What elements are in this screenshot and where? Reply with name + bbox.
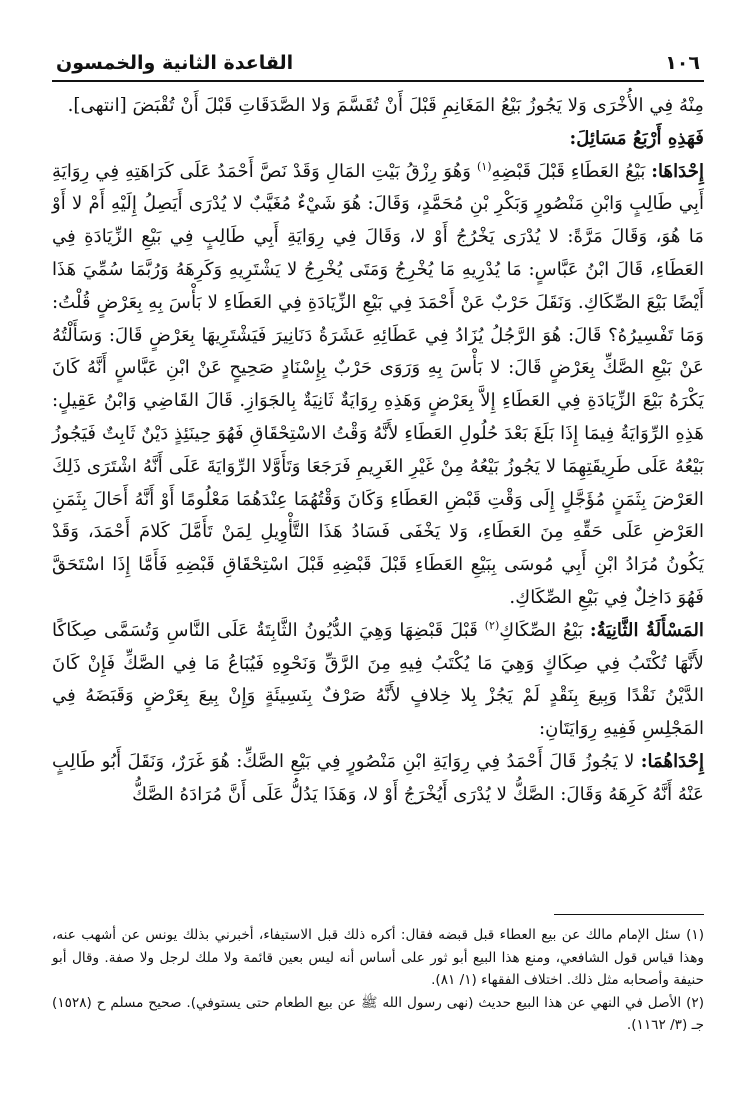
issue-label: إِحْدَاهُمَا:: [640, 750, 704, 772]
paragraph-text: بَيْعُ الصِّكَاكِ: [499, 619, 590, 641]
paragraph: مِنْهُ فِي الأُخْرَى وَلا يَجُوزُ بَيْعُ المَغَانِمِ قَبْلَ أَنْ تُقَسَّمَ وَلا الصَّدَقَاتِ قَبْلَ أَنْ تُقْبَضَ [انتهى].: [67, 95, 704, 116]
issue-label: إِحْدَاهَا:: [651, 160, 705, 182]
header-rule: [52, 80, 704, 82]
page-number: ١٠٦: [665, 52, 700, 74]
footnote: (١) سئل الإمام مالك عن بيع العطاء قبل قبضه فقال: أكره ذلك قبل الاستيفاء، أخبرني بذلك يونس عن أشهب عنه، وهذا قياس قول الشافعي، ومنع هذا البيع أبو ثور على أساس أنه ليس بعين قائمة ولا ملك لرجل ولا صفة. وقال أبو حنيفة وأصحابه مثل ذلك. اختلاف الفقهاء (١/ ٨١).: [52, 927, 704, 989]
paragraph-text: لا يَجُوزُ قَالَ أَحْمَدُ فِي رِوَايَةِ ابْنِ مَنْصُورٍ فِي بَيْعِ الصَّكِّ: هُوَ غَرَرٌ، وَنَقَلَ أَبُو طَالِبٍ عَنْهُ أَنَّهُ كَرِهَهُ وَقَالَ: الصَّكُّ لا يُدْرَى أَيُخْرَجُ أَوْ لا، وَهَذَا يَدُلُّ عَلَى أَنَّ مُرَادَهُ الصَّكُّ: [52, 750, 704, 805]
page-header: [52, 52, 704, 80]
section-heading: فَهَذِهِ أَرْبَعُ مَسَائِلَ:: [569, 127, 704, 149]
footnotes: [52, 924, 704, 1037]
running-title: القاعدة الثانية والخمسون: [56, 52, 294, 74]
paragraph: [52, 746, 704, 812]
footnote-separator: [554, 914, 704, 915]
footnote: (٢) الأصل في النهي عن هذا البيع حديث (نهى رسول الله ﷺ عن بيع الطعام حتى يستوفي). صحيح مسلم ح (١٥٢٨) جـ (٣/ ١١٦٢).: [52, 994, 704, 1034]
footnote-ref[interactable]: (٢): [484, 618, 500, 632]
main-text: [52, 90, 704, 812]
paragraph-text: قَبْلَ قَبْضِهَا وَهِيَ الدُّيُونُ الثَّابِتَةُ عَلَى النَّاسِ وَتُسَمَّى صِكَاكًا لأَنَّهَا تُكْتَبُ فِي صِكَاكٍ وَهِيَ مَا يُكْتَبُ فِيهِ مِنَ الرَّقِّ وَنَحْوِهِ فَيُبَاعُ مَا فِي الصَّكِّ فَإِنْ كَانَ الدَّيْنُ نَقْدًا وَبِيعَ بِنَقْدٍ لَمْ يَجُزْ بِلا خِلافٍ لأَنَّهُ صَرْفٌ بِنَسِيئَةٍ وَإِنْ بِيعَ بِعَرْضٍ وَقَبَضَهُ فِي المَجْلِسِ فَفِيهِ رِوَايَتَانِ:: [52, 619, 704, 740]
paragraph-text: بَيْعُ العَطَاءِ قَبْلَ قَبْضِهِ: [491, 160, 652, 182]
paragraph: [52, 156, 704, 615]
paragraph: [52, 615, 704, 746]
footnote-ref[interactable]: (١): [476, 159, 492, 173]
issue-label: المَسْأَلَةُ الثَّانِيَةُ:: [589, 619, 704, 641]
page: [52, 52, 705, 1034]
paragraph-text: وَهُوَ رِزْقُ بَيْتِ المَالِ وَقَدْ نَصَّ أَحْمَدُ عَلَى كَرَاهَتِهِ فِي رِوَايَةِ أَبِي طَالِبٍ وَابْنِ مَنْصُورٍ وَبَكْرِ بْنِ مُحَمَّدٍ، وَقَالَ: هُوَ شَيْءٌ مُغَيَّبٌ لا يُدْرَى أَيَصِلُ إِلَيْهِ أَمْ لا أَوْ مَا هُوَ، وَقَالَ مَرَّةً: لا يُدْرَى يَخْرُجُ أَوْ لا، وَقَالَ فِي رِوَايَةِ أَبِي طَالِبٍ فِي بَيْعِ الزِّيَادَةِ فِي العَطَاءِ، قَالَ ابْنُ عَبَّاسٍ: مَا يُدْرِيهِ مَا يُخْرِجُ وَمَتَى يُخْرِجُ لا يَشْتَرِيهِ وَكَرِهَهُ وَرُبَّمَا سُمِّيَ هَذَا أَيْضًا بَيْعَ الصِّكَاكِ. وَنَقَلَ حَرْبٌ عَنْ أَحْمَدَ فِي بَيْعِ الزِّيَادَةِ فِي العَطَاءِ لا بَأْسَ بِهِ بِعَرْضٍ قُلْتُ: وَمَا تَفْسِيرُهُ؟ قَالَ: هُوَ الرَّجُلُ يُزَادُ فِي عَطَائِهِ عَشَرَةُ دَنَانِيرَ فَيَشْتَرِيهَا بِعَرْضٍ قَالَ: وَسَأَلْتُهُ عَنْ بَيْعِ الصَّكِّ بِعَرْضٍ قَالَ: لا بَأْسَ بِهِ وَرَوَى حَرْبٌ بِإِسْنَادٍ صَحِيحٍ عَنْ ابْنِ عَبَّاسٍ أَنَّهُ كَانَ يَكْرَهُ بَيْعَ الزِّيَادَةِ فِي العَطَاءِ إِلاَّ بِعَرْضٍ وَهَذِهِ رِوَايَةٌ ثَانِيَةٌ بِالجَوَازِ. قَالَ القَاضِي وَابْنُ عَقِيلٍ: هَذِهِ الرِّوَايَةُ فِيمَا إِذَا بَلَغَ بَعْدَ حُلُولِ العَطَاءِ لأَنَّهُ وَقْتُ الاسْتِحْقَاقِ فَهُوَ حِينَئِذٍ دَيْنٌ ثَابِتٌ فَيَجُوزُ بَيْعُهُ عَلَى طَرِيقَتِهِمَا لا يَجُوزُ بَيْعُهُ مِنْ غَيْرِ الغَرِيمِ فَرَجَعَا وَتَأَوَّلا الرِّوَايَةَ عَلَى أَنَّهُ اشْتَرَى ذَلِكَ العَرْضَ بِثَمَنٍ مُؤَجَّلٍ إِلَى وَقْتِ قَبْضِ العَطَاءِ وَكَانَ وَقْتُهُمَا عِنْدَهُمَا مَعْلُومًا أَوْ أَنَّهُ أَحَالَ بِثَمَنِ العَرْضِ عَلَى حَقِّهِ مِنَ العَطَاءِ، وَلا يَخْفَى فَسَادُ هَذَا التَّأْوِيلِ لِمَنْ تَأَمَّلَ كَلامَ أَحْمَدَ، وَقَدْ يَكُونُ مُرَادُ ابْنِ أَبِي مُوسَى بِبَيْعِ العَطَاءِ قَبْلَ قَبْضِهِ قَبْلَ اسْتِحْقَاقِ قَبْضِهِ فَأَمَّا إِذَا اسْتَحَقَّ فَهُوَ دَاخِلٌ فِي بَيْعِ الصِّكَاكِ.: [52, 160, 704, 608]
